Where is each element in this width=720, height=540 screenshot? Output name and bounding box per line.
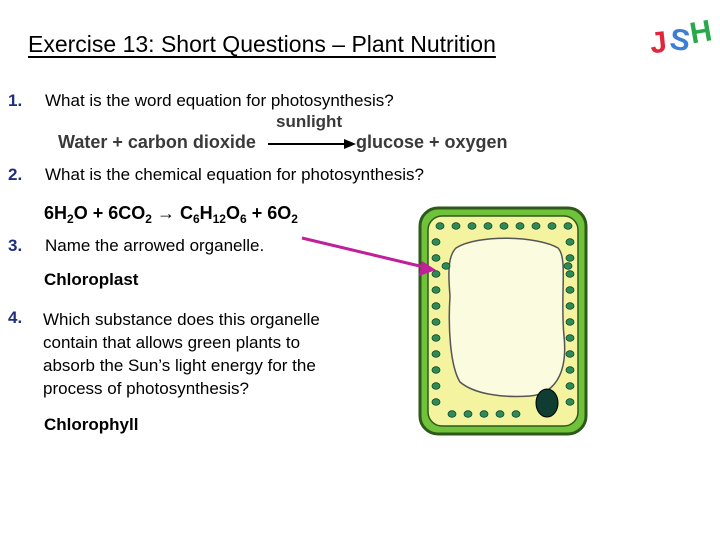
arrow-icon: → [156, 203, 175, 223]
chloroplast [566, 255, 574, 262]
chloroplast [496, 411, 504, 418]
answer-chlorophyll: Chlorophyll [44, 415, 139, 434]
chloroplast [484, 223, 492, 230]
chloroplast [500, 223, 508, 230]
chloroplast [432, 399, 440, 406]
chloroplast [566, 383, 574, 390]
svg-text:S: S [667, 22, 693, 59]
chloroplast [468, 223, 476, 230]
svg-text:J: J [648, 25, 669, 61]
word-equation-products: glucose + oxygen [356, 132, 508, 152]
question-line: Which substance does this organelle [43, 310, 320, 329]
vacuole [449, 238, 565, 396]
chemical-equation: $6H_2O + 6CO_2 \to C_6H_{12}O_6 + 6O_2$ [44, 203, 298, 226]
word-equation-reactants: Water + carbon dioxide [58, 132, 256, 152]
chloroplast [564, 263, 572, 270]
chloroplast [566, 335, 574, 342]
chloroplast [436, 223, 444, 230]
chloroplast [512, 411, 520, 418]
chloroplast [566, 303, 574, 310]
question-text: What is the word equation for photosynthesis? [45, 91, 394, 110]
chloroplast [432, 303, 440, 310]
chloroplast [464, 411, 472, 418]
chloroplast [532, 223, 540, 230]
question-number: 3. [8, 236, 23, 255]
question-number: 1. [8, 91, 23, 110]
chloroplast [480, 411, 488, 418]
chloroplast [566, 399, 574, 406]
chloroplast [566, 271, 574, 278]
question-number: 4. [8, 308, 23, 327]
chloroplast [432, 287, 440, 294]
chloroplast [566, 239, 574, 246]
chloroplast [516, 223, 524, 230]
question-number: 2. [8, 165, 23, 184]
chloroplast [432, 351, 440, 358]
page-title: Exercise 13: Short Questions – Plant Nutrition [28, 31, 496, 57]
chloroplast [432, 335, 440, 342]
question-text: Name the arrowed organelle. [45, 236, 265, 255]
plant-cell-diagram [418, 206, 588, 436]
question-text [43, 308, 320, 400]
chloroplast [566, 319, 574, 326]
question-text: What is the chemical equation for photosynthesis? [45, 165, 424, 184]
word-equation-condition: sunlight [276, 112, 343, 131]
question-line: absorb the Sun’s light energy for the [43, 356, 316, 375]
answer-chloroplast: Chloroplast [44, 270, 139, 289]
chloroplast [452, 223, 460, 230]
chloroplast [566, 351, 574, 358]
chloroplast [432, 367, 440, 374]
chloroplast [448, 411, 456, 418]
chloroplast [432, 239, 440, 246]
chloroplast [432, 255, 440, 262]
nucleus [536, 389, 558, 417]
svg-text:H: H [687, 14, 715, 51]
chloroplast [566, 287, 574, 294]
chloroplast [566, 367, 574, 374]
chloroplast [432, 383, 440, 390]
question-line: process of photosynthesis? [43, 379, 250, 398]
reaction-arrow-icon [268, 136, 358, 152]
chloroplast [564, 223, 572, 230]
chloroplast [548, 223, 556, 230]
chloroplast [442, 263, 450, 270]
chloroplast [432, 271, 440, 278]
chloroplast [432, 319, 440, 326]
question-line: contain that allows green plants to [43, 333, 301, 352]
jsh-logo [648, 12, 718, 62]
